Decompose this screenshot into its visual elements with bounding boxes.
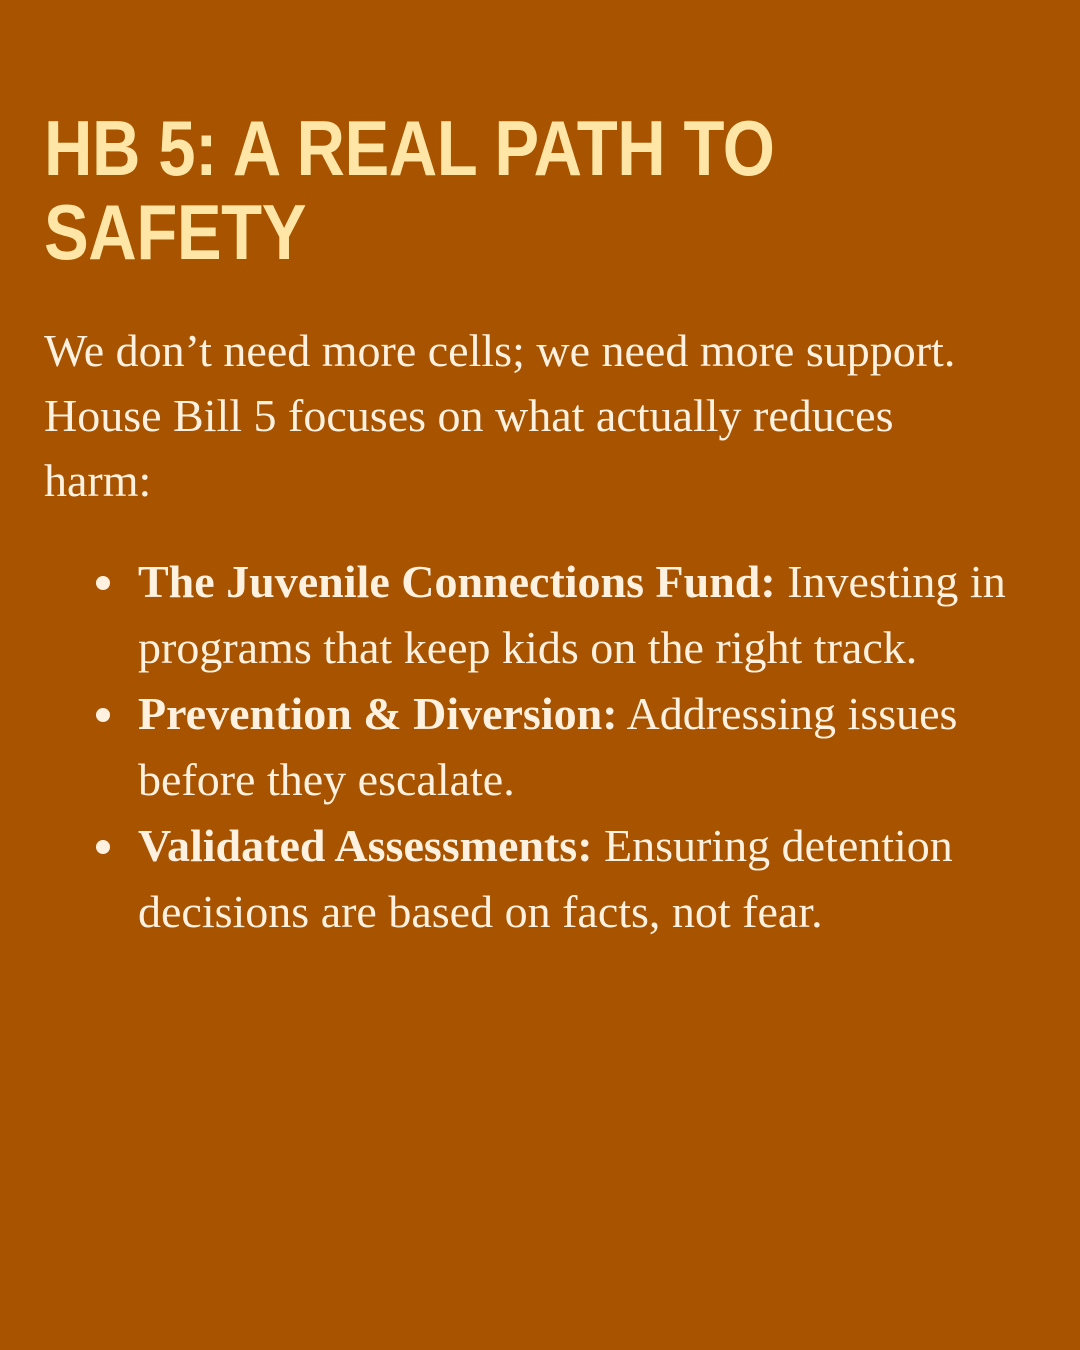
bullet-title: The Juvenile Connections Fund: xyxy=(138,556,776,607)
list-item-juvenile-connections-fund xyxy=(138,549,1038,681)
benefits-list xyxy=(44,549,1038,945)
bullet-text: Investing in programs that keep kids on the right track. xyxy=(138,556,1006,673)
bullet-text: Addressing issues before they escalate. xyxy=(138,688,958,805)
list-item-validated-assessments xyxy=(138,813,1038,945)
page-title: HB 5: A REAL PATH TO SAFETY xyxy=(44,104,775,276)
list-item-prevention-diversion xyxy=(138,681,1038,813)
bullet-text: Ensuring detention decisions are based on facts, not fear. xyxy=(138,820,953,937)
bullet-dot-icon xyxy=(96,576,110,590)
bullet-title: Prevention & Diversion: xyxy=(138,688,618,739)
bullet-title: Validated Assessments: xyxy=(138,820,593,871)
intro-paragraph: We don’t need more cells; we need more support. House Bill 5 focuses on what actually reduces harm: xyxy=(44,325,956,506)
bullet-dot-icon xyxy=(96,840,110,854)
bullet-dot-icon xyxy=(96,708,110,722)
